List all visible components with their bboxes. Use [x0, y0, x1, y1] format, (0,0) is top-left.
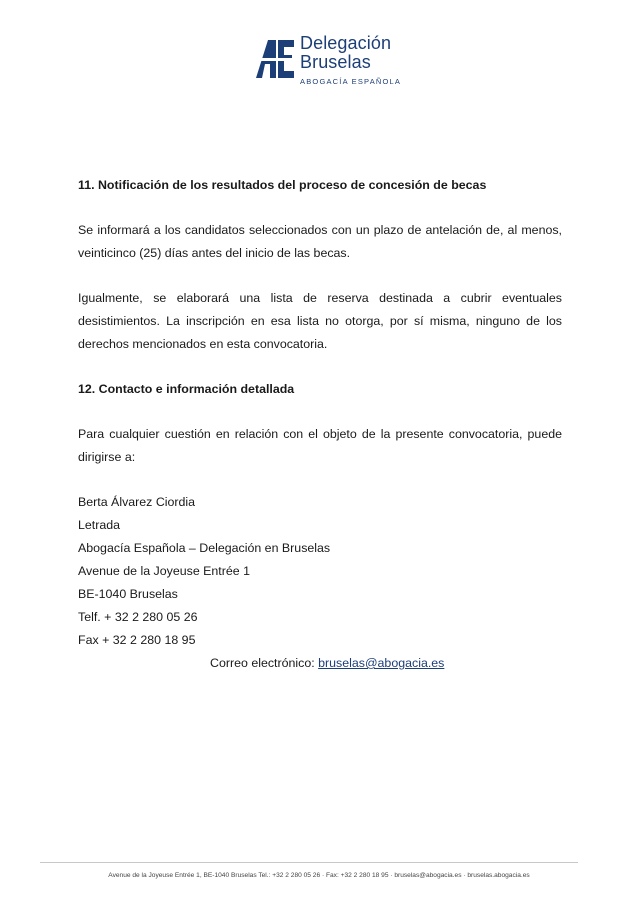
contact-name: Berta Álvarez Ciordia: [78, 495, 196, 509]
contact-address: Avenue de la Joyeuse Entrée 1: [78, 564, 250, 578]
footer-divider: [40, 862, 578, 863]
section-11-paragraph-2: Igualmente, se elaborará una lista de reserva destinada a cubrir eventuales desistimientos. La inscripción en esa lista no otorga, por sí misma, ninguno de los derechos mencionados en esta convocatoria.: [78, 291, 562, 351]
contact-phone: Telf. + 32 2 280 05 26: [78, 610, 198, 624]
section-12-heading: 12. Contacto e información detallada: [78, 382, 295, 396]
section-11-paragraph-1: Se informará a los candidatos seleccionados con un plazo de antelación de, al menos, veinticinco (25) días antes del inicio de las becas.: [78, 223, 562, 260]
header-logo: [254, 30, 402, 92]
email-link[interactable]: bruselas@abogacia.es: [318, 656, 445, 670]
contact-fax: Fax + 32 2 280 18 95: [78, 633, 196, 647]
contact-role: Letrada: [78, 518, 121, 532]
abogacia-logo-icon: [254, 38, 296, 80]
logo-title-line2: Bruselas: [300, 52, 371, 72]
contact-city: BE-1040 Bruselas: [78, 587, 178, 601]
contact-organization: Abogacía Española – Delegación en Bruselas: [78, 541, 331, 555]
email-label: Correo electrónico:: [210, 656, 319, 670]
logo-subtitle: ABOGACÍA ESPAÑOLA: [300, 77, 402, 86]
contact-email-line: [78, 652, 562, 675]
document-body: [78, 174, 562, 675]
section-12-paragraph-1: Para cualquier cuestión en relación con el objeto de la presente convocatoria, puede dirigirse a:: [78, 427, 562, 464]
page-footer: Avenue de la Joyeuse Entrée 1, BE-1040 Bruselas Tel.: +32 2 280 05 26 · Fax: +32 2 280 18 95 · bruselas@abogacia.es · bruselas.abogacia.es: [108, 872, 530, 879]
section-11-heading: 11. Notificación de los resultados del proceso de concesión de becas: [78, 178, 487, 192]
logo-title-line1: Delegación: [300, 33, 392, 53]
logo-title: [300, 34, 391, 72]
